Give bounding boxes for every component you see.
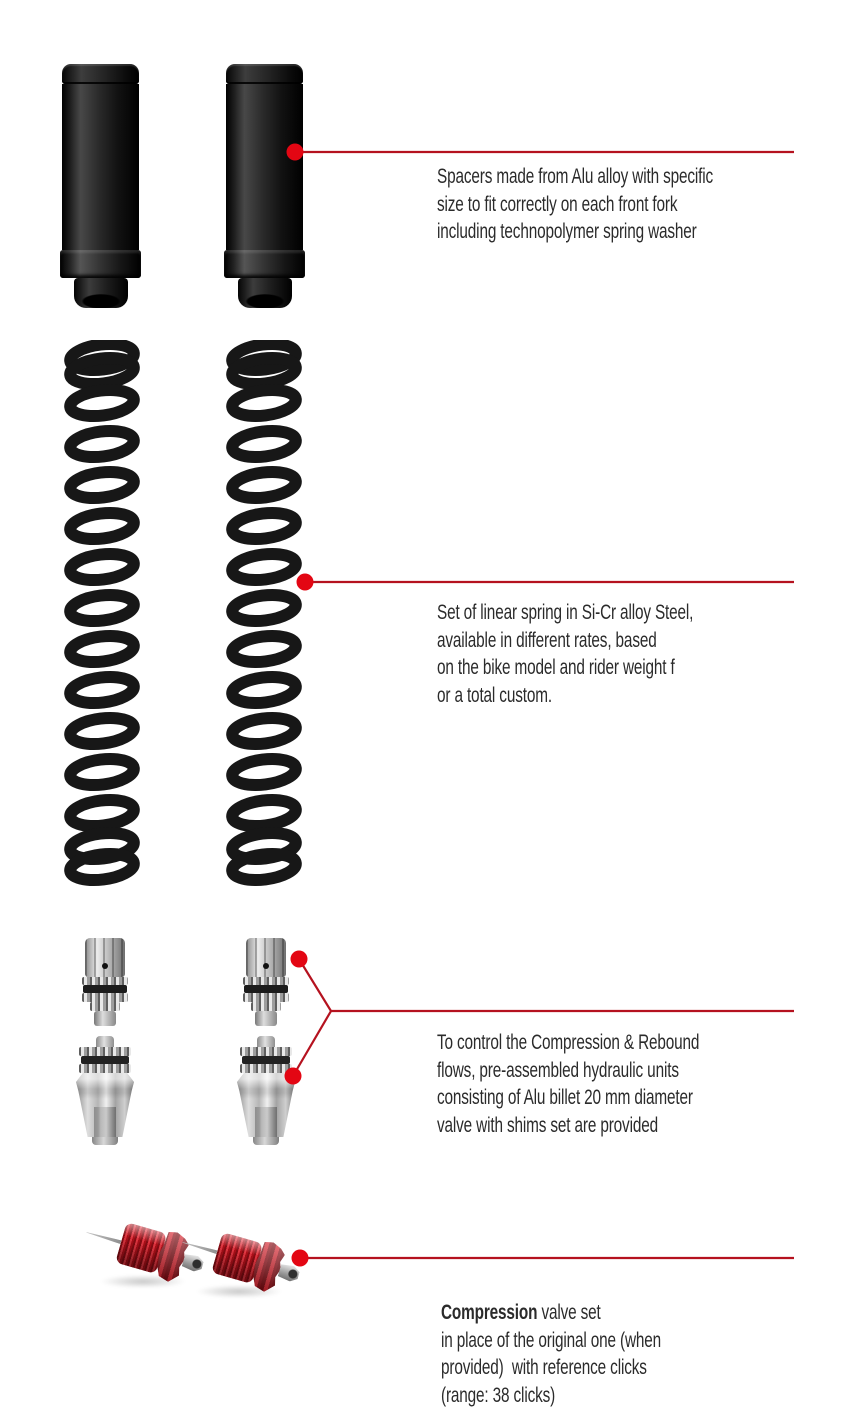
leader-dot-hydraulic-top bbox=[291, 951, 308, 968]
rebound-hydraulic-unit-right bbox=[242, 938, 290, 1026]
annotation-line: including technopolymer spring washer bbox=[437, 220, 697, 243]
annotation-line bbox=[441, 1299, 661, 1327]
fork-spacer-left bbox=[62, 64, 139, 308]
annotation-line: (range: 38 clicks) bbox=[441, 1383, 556, 1407]
shim-disc bbox=[79, 1064, 131, 1073]
o-ring-band bbox=[83, 985, 127, 993]
spacer-base-ring bbox=[224, 250, 305, 278]
shim-disc bbox=[240, 1064, 292, 1073]
shim-disc bbox=[82, 977, 128, 986]
spacer-body bbox=[62, 84, 139, 250]
leader-fork-hydraulic bbox=[293, 959, 331, 1076]
bleed-hole bbox=[102, 963, 108, 969]
annotation-line: on the bike model and rider weight f bbox=[437, 656, 675, 679]
compression-hydraulic-unit-left bbox=[76, 1036, 134, 1146]
spacer-bottom-collar bbox=[238, 278, 292, 308]
annotation-line: flows, pre-assembled hydraulic units bbox=[437, 1058, 679, 1082]
spring-coils bbox=[231, 341, 298, 884]
annotation-line: Spacers made from Alu alloy with specific bbox=[437, 165, 714, 188]
fork-spacer-right bbox=[226, 64, 303, 308]
spacer-base-ring bbox=[60, 250, 141, 278]
compression-hydraulic-unit-right bbox=[237, 1036, 295, 1146]
spacer-body bbox=[226, 84, 303, 250]
spacer-cap bbox=[62, 64, 139, 84]
shim-disc bbox=[82, 993, 128, 1002]
o-ring-band bbox=[81, 1056, 129, 1064]
o-ring-band bbox=[242, 1056, 290, 1064]
bleed-hole bbox=[263, 963, 269, 969]
valve-body bbox=[76, 1073, 134, 1137]
annotation-line: To control the Compression & Rebound bbox=[437, 1031, 700, 1054]
annotation-line: provided) with reference clicks bbox=[441, 1356, 647, 1379]
shim-disc bbox=[79, 1047, 131, 1056]
spacer-bottom-collar bbox=[74, 278, 128, 308]
end-nut bbox=[255, 1011, 277, 1026]
annotation-line: consisting of Alu billet 20 mm diameter bbox=[437, 1086, 693, 1109]
end-nut bbox=[94, 1011, 116, 1026]
annotation-line: in place of the original one (when bbox=[441, 1328, 662, 1352]
top-nut bbox=[96, 1036, 114, 1047]
spacer-cap bbox=[226, 64, 303, 84]
valve-cap bbox=[246, 938, 286, 977]
spring-coils bbox=[69, 341, 136, 884]
compression-adjuster-right bbox=[180, 1218, 296, 1296]
annotation-line: size to fit correctly on each front fork bbox=[437, 192, 678, 216]
valve-body bbox=[237, 1073, 295, 1137]
annotation-compression bbox=[441, 1299, 661, 1409]
o-ring-band bbox=[244, 985, 288, 993]
valve-foot bbox=[92, 1137, 118, 1145]
shim-disc bbox=[243, 977, 289, 986]
shim-disc bbox=[240, 1047, 292, 1056]
annotation-line-rest: valve set bbox=[537, 1301, 601, 1324]
annotation-line: valve with shims set are provided bbox=[437, 1113, 658, 1137]
needle-pin bbox=[182, 1240, 218, 1254]
rebound-hydraulic-unit-left bbox=[81, 938, 129, 1026]
fork-spring-left bbox=[60, 340, 144, 888]
annotation-springs bbox=[437, 599, 693, 709]
milled-slot bbox=[255, 1107, 277, 1137]
shim-disc bbox=[90, 1002, 120, 1011]
annotation-hydraulic bbox=[437, 1029, 699, 1139]
hex-tip bbox=[277, 1262, 301, 1283]
shim-disc bbox=[243, 993, 289, 1002]
valve-foot bbox=[253, 1137, 279, 1145]
annotation-bold-word: Compression bbox=[441, 1301, 538, 1324]
shim-disc bbox=[251, 1002, 281, 1011]
top-nut bbox=[257, 1036, 275, 1047]
annotation-line: or a total custom. bbox=[437, 683, 552, 707]
milled-slot bbox=[94, 1107, 116, 1137]
annotation-line: available in different rates, based bbox=[437, 628, 657, 652]
valve-cap bbox=[85, 938, 125, 977]
needle-pin bbox=[86, 1230, 122, 1244]
annotation-line: Set of linear spring in Si-Cr alloy Steel, bbox=[437, 601, 694, 624]
fork-spring-right bbox=[222, 340, 306, 888]
annotation-spacers bbox=[437, 163, 713, 246]
